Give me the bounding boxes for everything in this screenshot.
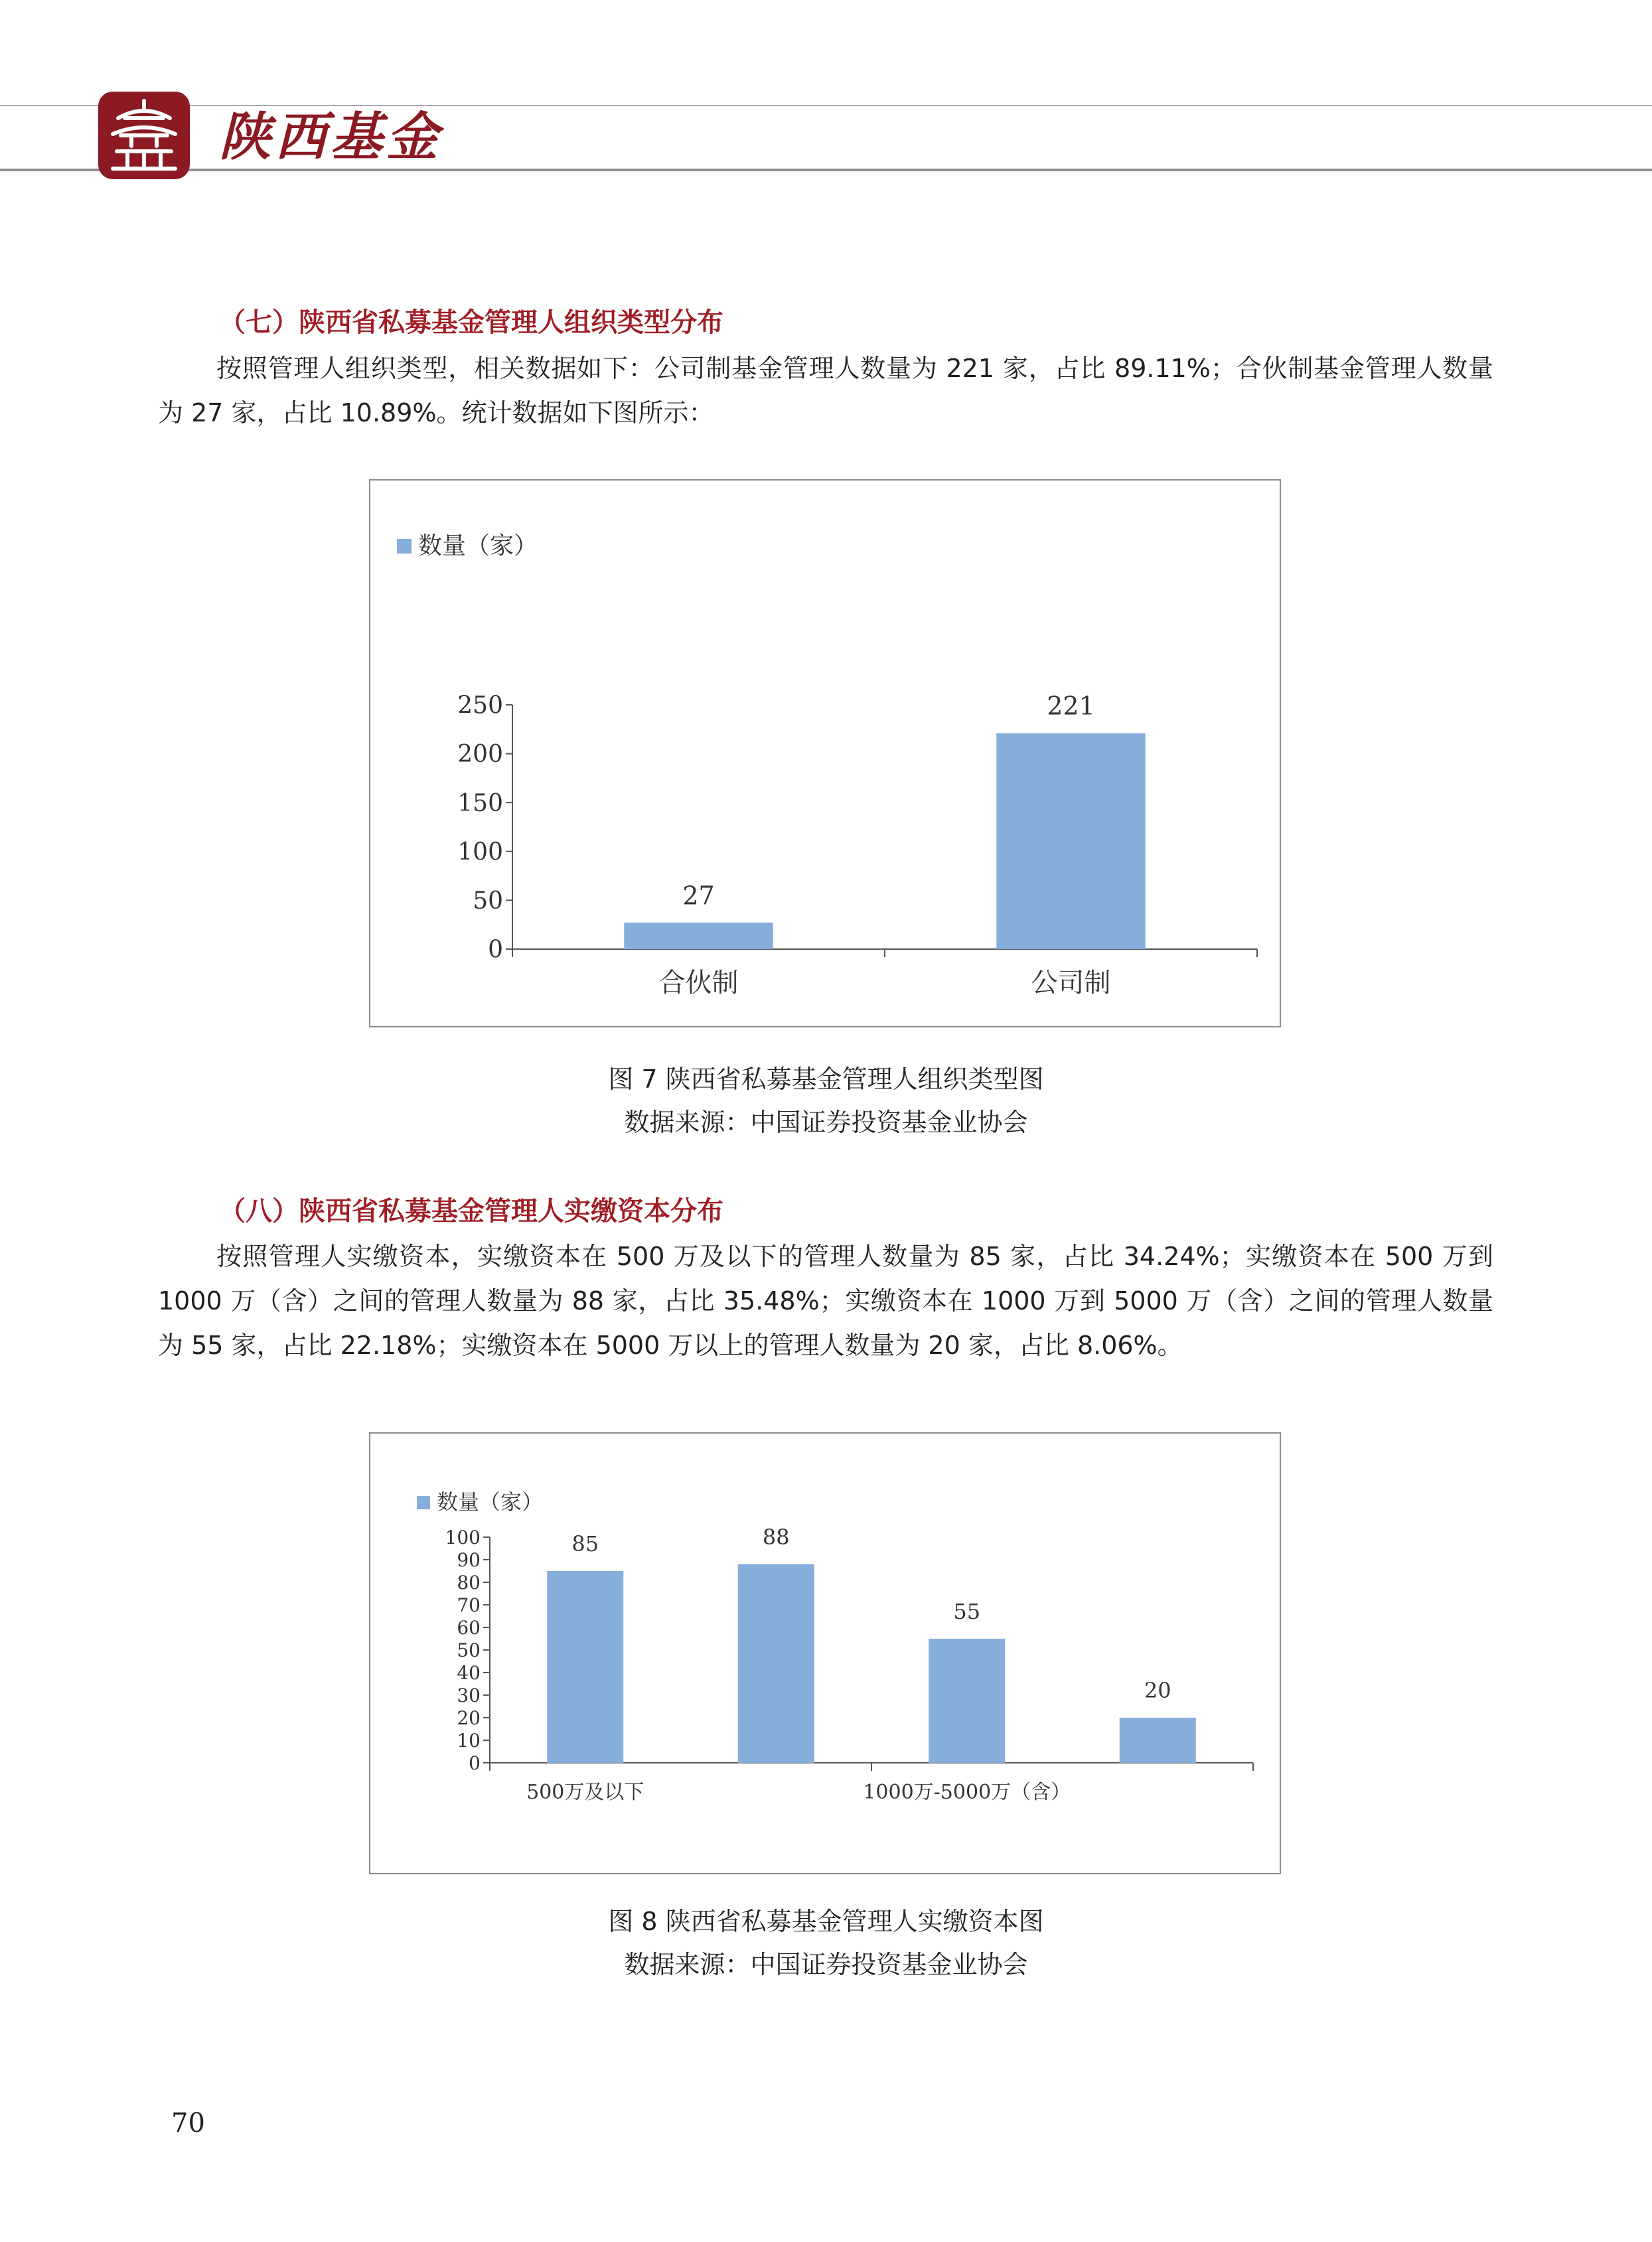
section7-paragraph: 按照管理人组织类型，相关数据如下：公司制基金管理人数量为 221 家，占比 89.11%；合伙制基金管理人数量为 27 家，占比 10.89%。统计数据如下图所示：	[158, 354, 1493, 427]
y-tick-label: 20	[457, 1706, 481, 1729]
y-tick-label: 150	[457, 789, 503, 817]
y-tick-label: 30	[457, 1684, 481, 1706]
data-label: 20	[1144, 1678, 1171, 1703]
figure7-caption: 图 7 陕西省私募基金管理人组织类型图	[608, 1065, 1044, 1094]
data-label: 221	[1047, 691, 1095, 721]
y-tick-label: 70	[457, 1594, 481, 1616]
legend-label: 数量（家）	[418, 532, 538, 560]
legend-label: 数量（家）	[437, 1489, 544, 1515]
section7-heading: （七）陕西省私募基金管理人组织类型分布	[219, 307, 723, 338]
x-category-label: 500万及以下	[526, 1781, 644, 1804]
y-tick-label: 250	[457, 692, 503, 719]
y-tick-label: 40	[457, 1661, 481, 1684]
y-tick-label: 0	[469, 1752, 481, 1774]
figure8-source: 数据来源：中国证券投资基金业协会	[624, 1950, 1028, 1979]
bar	[996, 733, 1145, 949]
bar	[624, 923, 773, 949]
legend-swatch	[397, 539, 412, 554]
bar	[738, 1564, 814, 1763]
y-tick-label: 90	[457, 1548, 481, 1571]
y-tick-label: 60	[457, 1616, 481, 1639]
x-category-label: 合伙制	[658, 968, 739, 998]
y-tick-label: 10	[457, 1729, 481, 1752]
data-label: 27	[682, 881, 715, 911]
data-label: 55	[953, 1599, 981, 1624]
bar	[1120, 1718, 1196, 1763]
bar	[929, 1639, 1005, 1763]
y-tick-label: 80	[457, 1571, 481, 1594]
y-tick-label: 100	[445, 1526, 481, 1548]
pagoda-seal-icon	[98, 92, 190, 179]
figure7-source: 数据来源：中国证券投资基金业协会	[624, 1108, 1028, 1137]
page-number: 70	[171, 2108, 205, 2138]
x-category-label: 公司制	[1031, 968, 1111, 998]
figure7-chart	[369, 479, 1281, 1027]
section8-heading: （八）陕西省私募基金管理人实缴资本分布	[219, 1196, 723, 1227]
figure8-chart-svg	[370, 1434, 1280, 1873]
bar	[547, 1571, 623, 1763]
x-category-label: 1000万-5000万（含）	[863, 1781, 1071, 1804]
section8-paragraph: 按照管理人实缴资本，实缴资本在 500 万及以下的管理人数量为 85 家，占比 34.24%；实缴资本在 500 万到 1000 万（含）之间的管理人数量为 88 家，占比 35.48%；实缴资本在 1000 万到 5000 万（含）之间的管理人数量为 55 家，占比 22.18%；实缴资本在 5000 万以上的管理人数量为 20 家，占比 8.06%。	[158, 1242, 1493, 1360]
data-label: 85	[571, 1531, 599, 1556]
figure8-caption: 图 8 陕西省私募基金管理人实缴资本图	[608, 1907, 1044, 1936]
y-tick-label: 200	[457, 741, 503, 769]
y-tick-label: 50	[473, 887, 503, 915]
header-rule-bottom	[0, 169, 1652, 171]
figure8-chart	[369, 1432, 1281, 1874]
brand-title: 陕西基金	[219, 107, 443, 167]
data-label: 88	[762, 1524, 790, 1550]
header-rule-top	[0, 105, 1652, 106]
y-tick-label: 0	[488, 936, 503, 964]
y-tick-label: 50	[457, 1639, 481, 1661]
y-tick-label: 100	[457, 838, 503, 866]
legend-swatch	[417, 1496, 430, 1509]
figure7-chart-svg	[370, 481, 1280, 1026]
